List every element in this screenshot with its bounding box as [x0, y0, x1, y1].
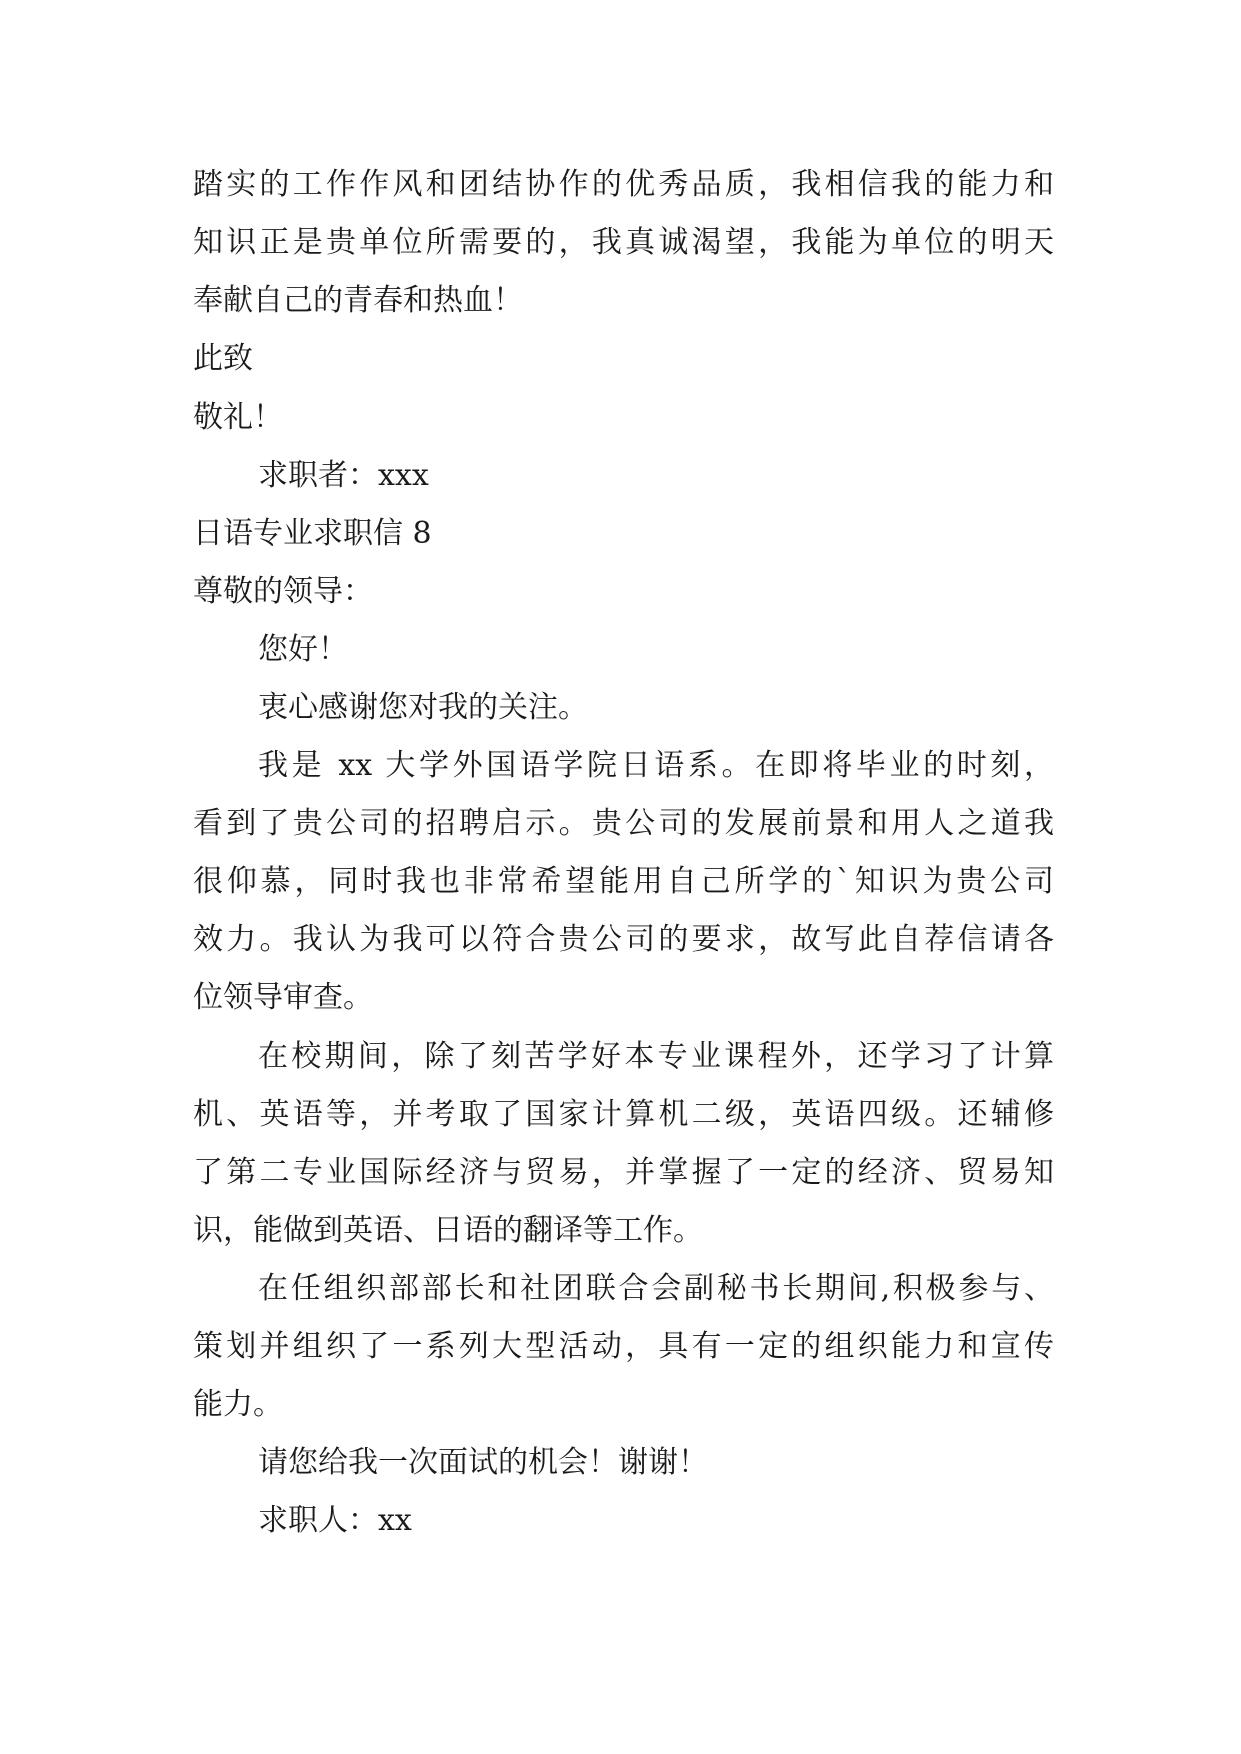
- text-line-request: 请您给我一次面试的机会！谢谢！: [258, 1445, 708, 1480]
- text-line-3: 奉献自己的青春和热血！: [193, 283, 523, 318]
- text-line-16: 在校期间，除了刻苦学好本专业课程外，还学习了计算: [258, 1039, 1054, 1074]
- text-line-thanks: 衷心感谢您对我的关注。: [258, 690, 588, 725]
- text-line-19: 识，能做到英语、日语的翻译等工作。: [193, 1213, 703, 1248]
- greeting: 您好！: [258, 632, 348, 667]
- closing-regards: 敬礼！: [193, 400, 283, 435]
- signature-applicant: 求职者：xxx: [258, 458, 429, 493]
- text-line-22: 能力。: [193, 1387, 283, 1422]
- text-line-13: 很仰慕，同时我也非常希望能用自己所学的`知识为贵公司: [193, 864, 1054, 899]
- text-line-21: 策划并组织了一系列大型活动，具有一定的组织能力和宣传: [193, 1329, 1054, 1364]
- text-line-12: 看到了贵公司的招聘启示。贵公司的发展前景和用人之道我: [193, 806, 1054, 841]
- text-line-1: 踏实的工作作风和团结协作的优秀品质，我相信我的能力和: [193, 167, 1054, 202]
- text-line-20: 在任组织部部长和社团联合会副秘书长期间,积极参与、: [258, 1271, 1054, 1306]
- letter-salutation: 尊敬的领导：: [193, 574, 373, 609]
- text-line-2: 知识正是贵单位所需要的，我真诚渴望，我能为单位的明天: [193, 225, 1054, 260]
- closing-salutation: 此致: [193, 341, 253, 376]
- text-line-17: 机、英语等，并考取了国家计算机二级，英语四级。还辅修: [193, 1097, 1054, 1132]
- text-line-14: 效力。我认为我可以符合贵公司的要求，故写此自荐信请各: [193, 922, 1054, 957]
- text-line-11: 我是 xx 大学外国语学院日语系。在即将毕业的时刻，: [258, 748, 1054, 783]
- signature-applicant-2: 求职人：xx: [258, 1503, 412, 1538]
- text-line-18: 了第二专业国际经济与贸易，并掌握了一定的经济、贸易知: [193, 1155, 1054, 1190]
- section-title: 日语专业求职信 8: [193, 516, 432, 551]
- text-line-15: 位领导审查。: [193, 980, 373, 1015]
